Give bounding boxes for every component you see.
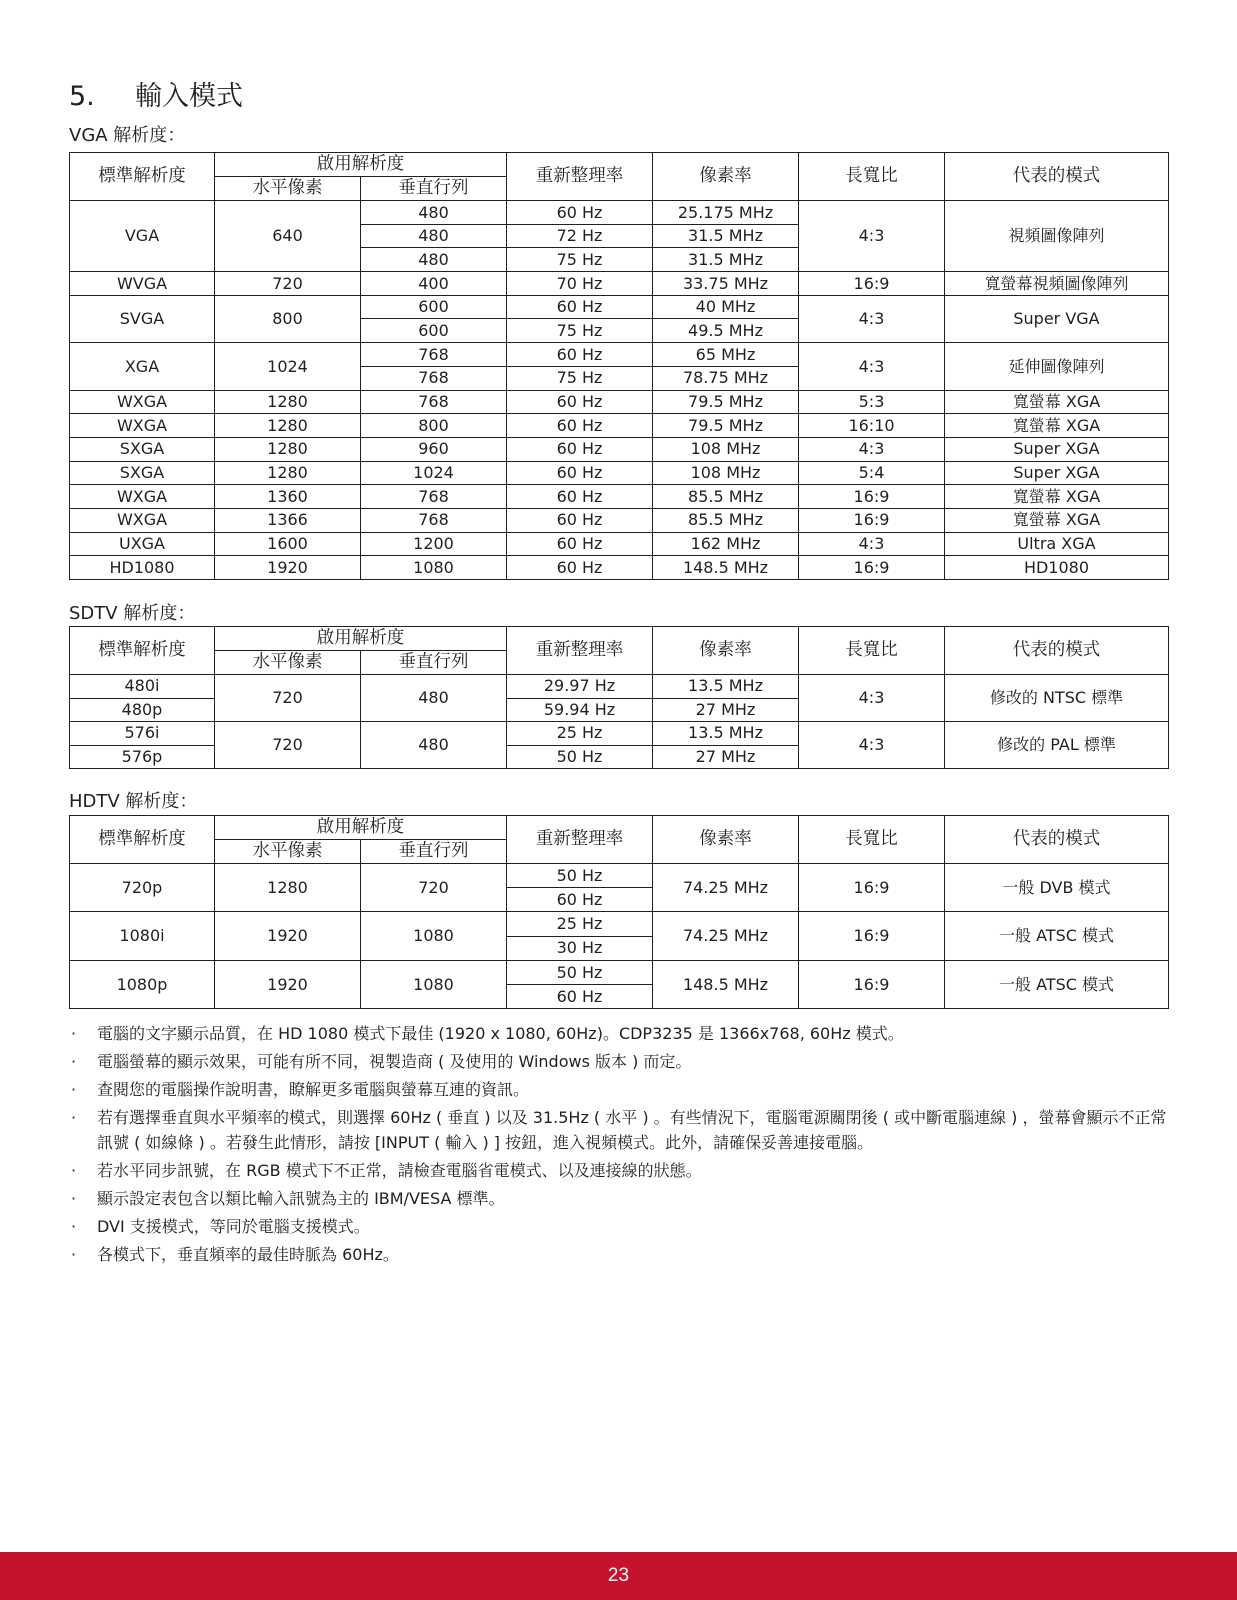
aspect-ratio-cell: 5:4 [799, 461, 945, 485]
pixel-rate-cell: 85.5 MHz [653, 485, 799, 509]
vertical-lines-cell: 768 [361, 508, 507, 532]
bullet-icon: · [71, 1189, 77, 1208]
representative-mode-cell: Super XGA [945, 437, 1169, 461]
representative-mode-cell: 寬螢幕 XGA [945, 508, 1169, 532]
horizontal-pixels-cell: 1920 [215, 912, 361, 960]
representative-mode-cell: 寬螢幕視頻圖像陣列 [945, 272, 1169, 296]
refresh-rate-cell: 60 Hz [507, 984, 653, 1008]
refresh-rate-cell: 50 Hz [507, 745, 653, 769]
representative-mode-cell: 寬螢幕 XGA [945, 390, 1169, 414]
page-number: 23 [607, 1565, 630, 1586]
pixel-rate-cell: 13.5 MHz [653, 675, 799, 699]
aspect-ratio-cell: 16:9 [799, 556, 945, 580]
aspect-ratio-cell: 16:10 [799, 414, 945, 438]
bullet-icon: · [71, 1245, 77, 1264]
standard-resolution-cell: SVGA [70, 295, 215, 342]
aspect-ratio-cell: 16:9 [799, 508, 945, 532]
standard-resolution-cell: WXGA [70, 508, 215, 532]
refresh-rate-cell: 60 Hz [507, 485, 653, 509]
header-row [70, 153, 1169, 177]
pixel-rate-cell: 74.25 MHz [653, 864, 799, 912]
representative-mode-cell: 修改的 PAL 標準 [945, 722, 1169, 769]
refresh-rate-cell: 60 Hz [507, 201, 653, 225]
note-item [69, 1049, 1179, 1074]
representative-mode-cell: 修改的 NTSC 標準 [945, 675, 1169, 722]
representative-mode-cell: Super XGA [945, 461, 1169, 485]
header-pixel-rate: 像素率 [653, 153, 799, 201]
representative-mode-cell: 寬螢幕 XGA [945, 485, 1169, 509]
aspect-ratio-cell: 16:9 [799, 912, 945, 960]
header-horizontal-pixels: 水平像素 [215, 840, 361, 864]
page-footer [0, 1552, 1237, 1600]
note-text: 若水平同步訊號，在 RGB 模式下不正常，請檢查電腦省電模式、以及連接線的狀態。 [97, 1161, 702, 1180]
hdtv-table-label: HDTV 解析度： [69, 791, 198, 812]
vertical-lines-cell: 480 [361, 675, 507, 722]
bullet-icon: · [71, 1052, 77, 1071]
pixel-rate-cell: 162 MHz [653, 532, 799, 556]
representative-mode-cell: 延伸圖像陣列 [945, 343, 1169, 390]
refresh-rate-cell: 70 Hz [507, 272, 653, 296]
vertical-lines-cell: 480 [361, 722, 507, 769]
standard-resolution-cell: UXGA [70, 532, 215, 556]
vga-table-label: VGA 解析度： [69, 125, 186, 146]
note-item [69, 1021, 1179, 1046]
table-row [70, 485, 1169, 509]
pixel-rate-cell: 148.5 MHz [653, 960, 799, 1008]
header-refresh-rate: 重新整理率 [507, 816, 653, 864]
pixel-rate-cell: 79.5 MHz [653, 414, 799, 438]
standard-resolution-cell: WXGA [70, 485, 215, 509]
notes-list [69, 1021, 1179, 1270]
refresh-rate-cell: 60 Hz [507, 508, 653, 532]
table-row [70, 675, 1169, 699]
horizontal-pixels-cell: 1360 [215, 485, 361, 509]
horizontal-pixels-cell: 1920 [215, 556, 361, 580]
representative-mode-cell: 視頻圖像陣列 [945, 201, 1169, 272]
bullet-icon: · [71, 1108, 77, 1127]
note-text: 查閱您的電腦操作說明書，瞭解更多電腦與螢幕互連的資訊。 [97, 1080, 530, 1099]
header-vertical-lines: 垂直行列 [361, 177, 507, 201]
vertical-lines-cell: 600 [361, 295, 507, 319]
refresh-rate-cell: 60 Hz [507, 390, 653, 414]
standard-resolution-cell: 720p [70, 864, 215, 912]
horizontal-pixels-cell: 1280 [215, 437, 361, 461]
table-row [70, 414, 1169, 438]
pixel-rate-cell: 25.175 MHz [653, 201, 799, 225]
pixel-rate-cell: 40 MHz [653, 295, 799, 319]
vertical-lines-cell: 768 [361, 390, 507, 414]
table-row [70, 532, 1169, 556]
bullet-icon: · [71, 1161, 77, 1180]
aspect-ratio-cell: 4:3 [799, 722, 945, 769]
header-horizontal-pixels: 水平像素 [215, 651, 361, 675]
sdtv-table-label: SDTV 解析度： [69, 603, 196, 624]
aspect-ratio-cell: 16:9 [799, 960, 945, 1008]
header-aspect-ratio: 長寬比 [799, 153, 945, 201]
refresh-rate-cell: 30 Hz [507, 936, 653, 960]
pixel-rate-cell: 27 MHz [653, 698, 799, 722]
header-enabled-resolution: 啟用解析度 [215, 816, 507, 840]
refresh-rate-cell: 75 Hz [507, 319, 653, 343]
vertical-lines-cell: 480 [361, 224, 507, 248]
standard-resolution-cell: 480p [70, 698, 215, 722]
horizontal-pixels-cell: 1280 [215, 461, 361, 485]
aspect-ratio-cell: 4:3 [799, 201, 945, 272]
refresh-rate-cell: 75 Hz [507, 366, 653, 390]
header-vertical-lines: 垂直行列 [361, 651, 507, 675]
table-row [70, 437, 1169, 461]
bullet-icon: · [71, 1080, 77, 1099]
standard-resolution-cell: WXGA [70, 414, 215, 438]
standard-resolution-cell: 576p [70, 745, 215, 769]
horizontal-pixels-cell: 640 [215, 201, 361, 272]
vertical-lines-cell: 1024 [361, 461, 507, 485]
table-row [70, 556, 1169, 580]
header-enabled-resolution: 啟用解析度 [215, 153, 507, 177]
pixel-rate-cell: 85.5 MHz [653, 508, 799, 532]
vertical-lines-cell: 768 [361, 343, 507, 367]
standard-resolution-cell: VGA [70, 201, 215, 272]
standard-resolution-cell: 1080p [70, 960, 215, 1008]
pixel-rate-cell: 78.75 MHz [653, 366, 799, 390]
table-row [70, 295, 1169, 319]
standard-resolution-cell: HD1080 [70, 556, 215, 580]
section-heading: 輸入模式 [135, 81, 243, 112]
refresh-rate-cell: 75 Hz [507, 248, 653, 272]
vga-resolution-table [69, 152, 1169, 580]
representative-mode-cell: Ultra XGA [945, 532, 1169, 556]
horizontal-pixels-cell: 1280 [215, 390, 361, 414]
refresh-rate-cell: 50 Hz [507, 864, 653, 888]
header-standard-resolution: 標準解析度 [70, 816, 215, 864]
table-row [70, 722, 1169, 746]
note-text: 若有選擇垂直與水平頻率的模式，則選擇 60Hz ( 垂直 ) 以及 31.5Hz ( 水平 ) 。有些情況下，電腦電源關閉後 ( 或中斷電腦連線 ) ，螢幕會顯示不正常訊號 ( 如線條 ) 。若發生此情形，請按 [INPUT ( 輸入 ) ] 按鈕，進入視頻模式。此外，請確保妥善連接電腦。 [97, 1108, 1167, 1152]
vertical-lines-cell: 600 [361, 319, 507, 343]
pixel-rate-cell: 31.5 MHz [653, 248, 799, 272]
representative-mode-cell: 一般 ATSC 模式 [945, 912, 1169, 960]
vertical-lines-cell: 960 [361, 437, 507, 461]
pixel-rate-cell: 27 MHz [653, 745, 799, 769]
header-enabled-resolution: 啟用解析度 [215, 627, 507, 651]
standard-resolution-cell: SXGA [70, 437, 215, 461]
refresh-rate-cell: 60 Hz [507, 414, 653, 438]
table-row [70, 960, 1169, 984]
header-refresh-rate: 重新整理率 [507, 627, 653, 675]
note-item [69, 1105, 1179, 1155]
note-item [69, 1242, 1179, 1267]
table-row [70, 461, 1169, 485]
pixel-rate-cell: 108 MHz [653, 437, 799, 461]
refresh-rate-cell: 60 Hz [507, 888, 653, 912]
refresh-rate-cell: 29.97 Hz [507, 675, 653, 699]
standard-resolution-cell: 480i [70, 675, 215, 699]
pixel-rate-cell: 49.5 MHz [653, 319, 799, 343]
horizontal-pixels-cell: 1280 [215, 414, 361, 438]
representative-mode-cell: HD1080 [945, 556, 1169, 580]
pixel-rate-cell: 108 MHz [653, 461, 799, 485]
header-representative-mode: 代表的模式 [945, 627, 1169, 675]
vertical-lines-cell: 1080 [361, 912, 507, 960]
horizontal-pixels-cell: 1600 [215, 532, 361, 556]
table-row [70, 864, 1169, 888]
refresh-rate-cell: 60 Hz [507, 556, 653, 580]
refresh-rate-cell: 25 Hz [507, 722, 653, 746]
aspect-ratio-cell: 4:3 [799, 437, 945, 461]
note-text: 各模式下，垂直頻率的最佳時脈為 60Hz。 [97, 1245, 399, 1264]
table-row [70, 343, 1169, 367]
horizontal-pixels-cell: 1024 [215, 343, 361, 390]
vertical-lines-cell: 1080 [361, 556, 507, 580]
aspect-ratio-cell: 16:9 [799, 272, 945, 296]
sdtv-resolution-table [69, 626, 1169, 769]
representative-mode-cell: Super VGA [945, 295, 1169, 342]
note-text: 電腦螢幕的顯示效果，可能有所不同，視製造商 ( 及使用的 Windows 版本 ) 而定。 [97, 1052, 692, 1071]
vertical-lines-cell: 480 [361, 201, 507, 225]
note-text: 顯示設定表包含以類比輸入訊號為主的 IBM/VESA 標準。 [97, 1189, 505, 1208]
aspect-ratio-cell: 5:3 [799, 390, 945, 414]
header-pixel-rate: 像素率 [653, 816, 799, 864]
aspect-ratio-cell: 4:3 [799, 675, 945, 722]
aspect-ratio-cell: 16:9 [799, 485, 945, 509]
header-row [70, 816, 1169, 840]
vertical-lines-cell: 768 [361, 366, 507, 390]
representative-mode-cell: 一般 DVB 模式 [945, 864, 1169, 912]
refresh-rate-cell: 72 Hz [507, 224, 653, 248]
note-text: DVI 支援模式，等同於電腦支援模式。 [97, 1217, 370, 1236]
horizontal-pixels-cell: 720 [215, 722, 361, 769]
note-item [69, 1214, 1179, 1239]
horizontal-pixels-cell: 800 [215, 295, 361, 342]
header-representative-mode: 代表的模式 [945, 153, 1169, 201]
pixel-rate-cell: 79.5 MHz [653, 390, 799, 414]
vertical-lines-cell: 400 [361, 272, 507, 296]
bullet-icon: · [71, 1217, 77, 1236]
header-aspect-ratio: 長寬比 [799, 627, 945, 675]
standard-resolution-cell: 576i [70, 722, 215, 746]
section-number: 5. [69, 81, 95, 112]
pixel-rate-cell: 148.5 MHz [653, 556, 799, 580]
aspect-ratio-cell: 16:9 [799, 864, 945, 912]
note-item [69, 1077, 1179, 1102]
vertical-lines-cell: 1200 [361, 532, 507, 556]
header-representative-mode: 代表的模式 [945, 816, 1169, 864]
header-standard-resolution: 標準解析度 [70, 153, 215, 201]
note-item [69, 1158, 1179, 1183]
refresh-rate-cell: 50 Hz [507, 960, 653, 984]
pixel-rate-cell: 74.25 MHz [653, 912, 799, 960]
table-row [70, 272, 1169, 296]
pixel-rate-cell: 65 MHz [653, 343, 799, 367]
horizontal-pixels-cell: 720 [215, 675, 361, 722]
header-standard-resolution: 標準解析度 [70, 627, 215, 675]
vertical-lines-cell: 1080 [361, 960, 507, 1008]
vertical-lines-cell: 800 [361, 414, 507, 438]
standard-resolution-cell: WVGA [70, 272, 215, 296]
refresh-rate-cell: 60 Hz [507, 532, 653, 556]
standard-resolution-cell: 1080i [70, 912, 215, 960]
header-row [70, 627, 1169, 651]
horizontal-pixels-cell: 1366 [215, 508, 361, 532]
table-row [70, 508, 1169, 532]
table-row [70, 390, 1169, 414]
aspect-ratio-cell: 4:3 [799, 295, 945, 342]
note-item [69, 1186, 1179, 1211]
refresh-rate-cell: 60 Hz [507, 461, 653, 485]
standard-resolution-cell: SXGA [70, 461, 215, 485]
representative-mode-cell: 一般 ATSC 模式 [945, 960, 1169, 1008]
refresh-rate-cell: 60 Hz [507, 295, 653, 319]
standard-resolution-cell: WXGA [70, 390, 215, 414]
standard-resolution-cell: XGA [70, 343, 215, 390]
refresh-rate-cell: 59.94 Hz [507, 698, 653, 722]
section-title [69, 74, 243, 113]
refresh-rate-cell: 25 Hz [507, 912, 653, 936]
horizontal-pixels-cell: 1920 [215, 960, 361, 1008]
table-row [70, 201, 1169, 225]
vertical-lines-cell: 480 [361, 248, 507, 272]
aspect-ratio-cell: 4:3 [799, 532, 945, 556]
vertical-lines-cell: 768 [361, 485, 507, 509]
aspect-ratio-cell: 4:3 [799, 343, 945, 390]
table-row [70, 912, 1169, 936]
vertical-lines-cell: 720 [361, 864, 507, 912]
pixel-rate-cell: 33.75 MHz [653, 272, 799, 296]
bullet-icon: · [71, 1024, 77, 1043]
header-pixel-rate: 像素率 [653, 627, 799, 675]
note-text: 電腦的文字顯示品質，在 HD 1080 模式下最佳 (1920 x 1080, 60Hz)。CDP3235 是 1366x768, 60Hz 模式。 [97, 1024, 904, 1043]
refresh-rate-cell: 60 Hz [507, 343, 653, 367]
horizontal-pixels-cell: 1280 [215, 864, 361, 912]
header-aspect-ratio: 長寬比 [799, 816, 945, 864]
horizontal-pixels-cell: 720 [215, 272, 361, 296]
refresh-rate-cell: 60 Hz [507, 437, 653, 461]
representative-mode-cell: 寬螢幕 XGA [945, 414, 1169, 438]
pixel-rate-cell: 13.5 MHz [653, 722, 799, 746]
header-refresh-rate: 重新整理率 [507, 153, 653, 201]
hdtv-resolution-table [69, 815, 1169, 1009]
header-horizontal-pixels: 水平像素 [215, 177, 361, 201]
pixel-rate-cell: 31.5 MHz [653, 224, 799, 248]
header-vertical-lines: 垂直行列 [361, 840, 507, 864]
